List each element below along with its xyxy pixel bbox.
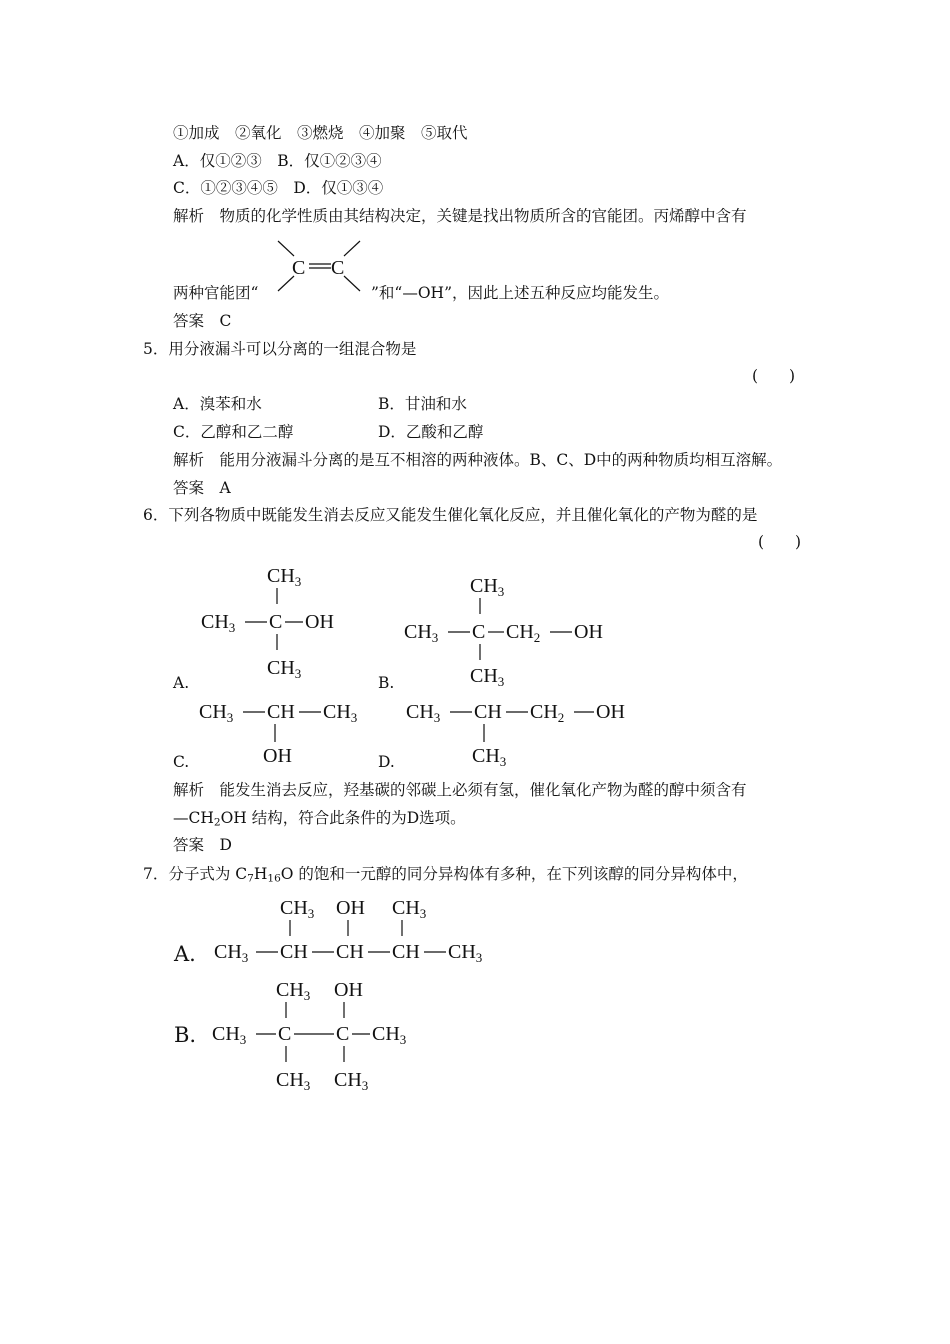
q6-analysis-line2: $—CH_2OH$ 结构，符合此条件的为D选项。: [173, 809, 466, 829]
q4-analysis-line1: 解析 物质的化学性质由其结构决定，关键是找出物质所含的官能团。丙烯醇中含有: [173, 207, 747, 225]
q6-option-c-label: C.: [173, 753, 190, 771]
svg-text:CH3: $CH_3$: [276, 1069, 311, 1093]
svg-text:CH3: $CH_3$: [280, 897, 315, 921]
q6-option-b-structure: [400, 568, 630, 689]
svg-text:CH3: $CH_3$: [276, 979, 311, 1003]
q6-analysis-line1: 解析 能发生消去反应，羟基碳的邻碳上必须有氢，催化氧化产物为醛的醇中须含有: [173, 781, 747, 799]
svg-text:CH: CH: [392, 941, 420, 963]
q5-option-a: A．溴苯和水: [173, 395, 262, 413]
svg-text:CH3: $CH_3$: [323, 701, 358, 725]
svg-text:CH3: $CH_3$: [199, 701, 234, 725]
q7-option-a-structure: [212, 892, 512, 968]
alkene-carbon-right: C: [331, 257, 345, 279]
svg-text:CH: CH: [474, 701, 502, 723]
svg-text:CH3: $CH_3$: [334, 1069, 369, 1093]
svg-text:CH3: $CH_3$: [201, 611, 236, 635]
q4-options-cd: C．①②③④⑤ D．仅①③④: [173, 179, 384, 197]
svg-text:C: C: [269, 611, 283, 633]
svg-text:CH3: $CH_3$: [372, 1023, 407, 1047]
svg-text:OH: OH: [305, 611, 334, 633]
svg-text:C: C: [472, 621, 486, 643]
q5-option-c: C．乙醇和乙二醇: [173, 423, 294, 441]
q5-option-b: B．甘油和水: [378, 395, 467, 413]
svg-text:CH3: $CH_3$: [267, 657, 302, 681]
alkene-functional-group-structure: [270, 236, 370, 298]
q7-option-b-label: B.: [174, 1023, 197, 1047]
q6-answer: 答案 D: [173, 836, 232, 854]
q4-answer: 答案 C: [173, 312, 232, 330]
q6-option-d-structure: [402, 696, 642, 772]
alkene-carbon-left: C: [292, 257, 306, 279]
q6-option-c-structure: [195, 696, 375, 772]
q6-option-a-label: A.: [173, 674, 190, 692]
q6-option-d-label: D.: [378, 753, 395, 771]
q4-options-ab: A．仅①②③ B．仅①②③④: [173, 152, 382, 170]
q5-option-d: D．乙酸和乙醇: [378, 423, 484, 441]
svg-text:CH3: $CH_3$: [392, 897, 427, 921]
q4-analysis-line2-end: ”和“—OH”，因此上述五种反应均能发生。: [371, 284, 669, 302]
q5-answer: 答案 A: [173, 479, 231, 497]
svg-text:CH3: $CH_3$: [214, 941, 249, 965]
q5-stem: 5．用分液漏斗可以分离的一组混合物是: [143, 340, 417, 358]
q6-option-b-label: B.: [378, 674, 395, 692]
q7-option-b-structure: [210, 974, 440, 1094]
q4-reaction-list: ①加成 ②氧化 ③燃烧 ④加聚 ⑤取代: [173, 124, 468, 142]
svg-text:CH: CH: [280, 941, 308, 963]
q5-analysis: 解析 能用分液漏斗分离的是互不相溶的两种液体。B、C、D中的两种物质均相互溶解。: [173, 451, 783, 469]
svg-text:CH2: $CH_2$: [530, 701, 565, 725]
svg-text:C: C: [336, 1023, 350, 1045]
svg-text:CH: CH: [336, 941, 364, 963]
svg-text:C: C: [278, 1023, 292, 1045]
q7-option-a-label: A.: [174, 942, 196, 966]
svg-text:OH: OH: [596, 701, 625, 723]
svg-text:CH: CH: [267, 701, 295, 723]
svg-text:CH3: $CH_3$: [404, 621, 439, 645]
q6-stem: 6．下列各物质中既能发生消去反应又能发生催化氧化反应，并且催化氧化的产物为醛的是: [143, 506, 758, 524]
q6-answer-bracket: ( ): [758, 533, 802, 551]
svg-text:CH3: $CH_3$: [472, 745, 507, 769]
svg-text:OH: OH: [334, 979, 363, 1001]
svg-text:CH2: $CH_2$: [506, 621, 541, 645]
svg-text:CH3: $CH_3$: [470, 665, 505, 689]
svg-text:OH: OH: [263, 745, 292, 767]
svg-text:CH3: $CH_3$: [267, 565, 302, 589]
svg-text:OH: OH: [336, 897, 365, 919]
q5-answer-bracket: ( ): [752, 367, 796, 385]
q4-analysis-line2-start: 两种官能团“: [173, 284, 259, 302]
svg-text:OH: OH: [574, 621, 603, 643]
q6-option-a-structure: [195, 560, 355, 680]
svg-text:CH3: $CH_3$: [406, 701, 441, 725]
svg-text:CH3: $CH_3$: [212, 1023, 247, 1047]
q7-stem: 7．分子式为 $C_7H_{16}O$ 的饱和一元醇的同分异构体有多种，在下列该醇的同分异构体中，: [143, 865, 748, 885]
svg-text:CH3: $CH_3$: [470, 575, 505, 599]
svg-text:CH3: $CH_3$: [448, 941, 483, 965]
